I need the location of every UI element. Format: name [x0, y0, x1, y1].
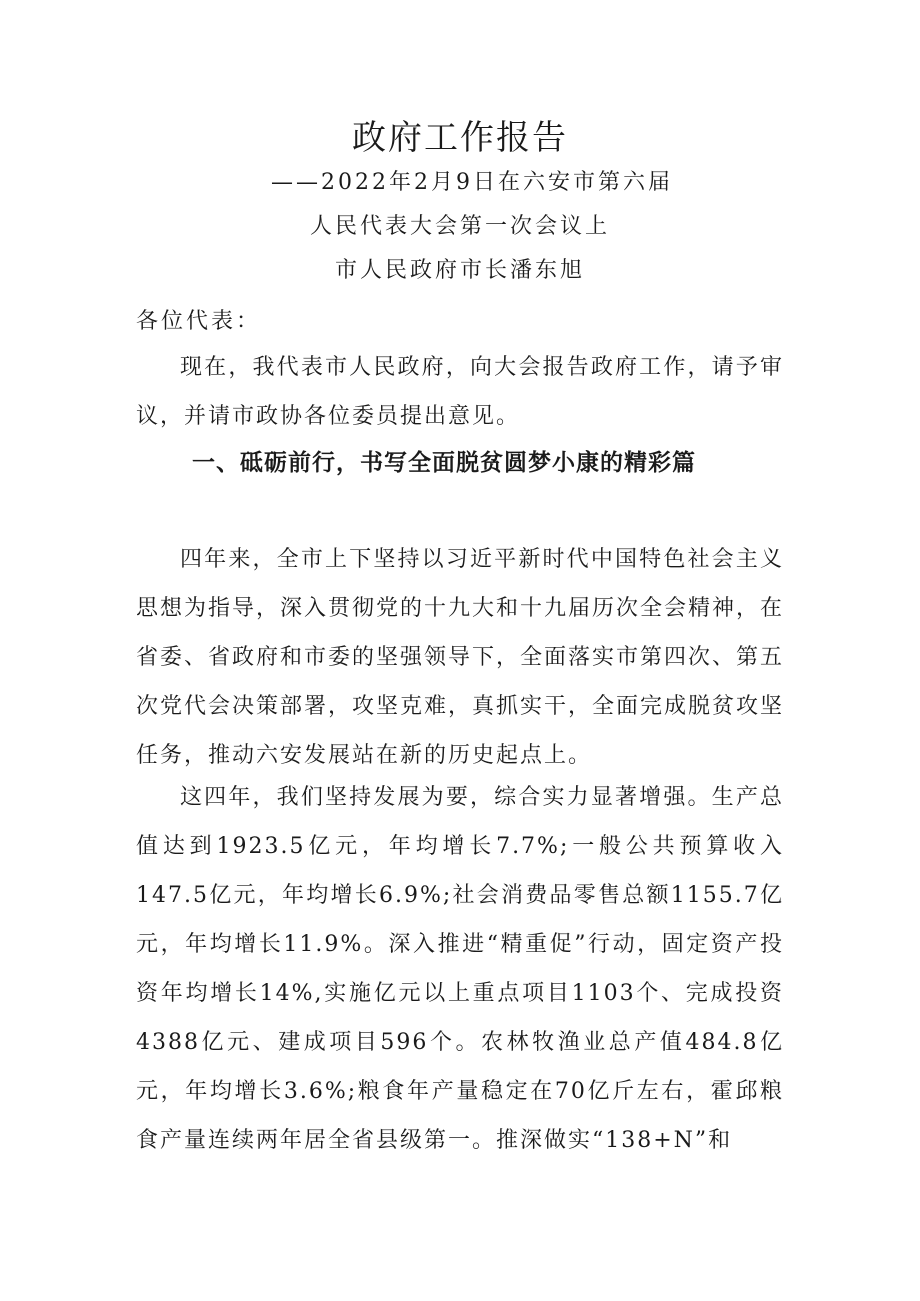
intro-paragraph: 现在，我代表市人民政府，向大会报告政府工作，请予审议，并请市政协各位委员提出意见。 [136, 355, 784, 429]
subtitle-date-line: ——2022年2月9日在六安市第六届 [271, 170, 673, 195]
subtitle-meeting-line: 人民代表大会第一次会议上 [309, 214, 610, 239]
section-heading: 一、砥砺前行，书写全面脱贫圆梦小康的精彩篇 [192, 450, 696, 476]
body-paragraph: 这四年，我们坚持发展为要，综合实力显著增强。生产总值达到1923.5亿元，年均增长7.7%;一般公共预算收入147.5亿元，年均增长6.9%;社会消费品零售总额1155.7亿元，年均增长11.9%。深入推进“精重促”行动，固定资产投资年均增长14%,实施亿元以上重点项目1103个、完成投资4388亿元、建成项目596个。农林牧渔业总产值484.8亿元，年均增长3.6%;粮食年产量稳定在70亿斤左右，霍邱粮食产量连续两年居全省县级第一。推深做实“138+N”和 [136, 785, 784, 1153]
subtitle-speaker-line: 市人民政府市长潘东旭 [334, 258, 585, 283]
document-title: 政府工作报告 [352, 118, 568, 158]
body-paragraph: 四年来，全市上下坚持以习近平新时代中国特色社会主义思想为指导，深入贯彻党的十九大和十九届历次全会精神，在省委、省政府和市委的坚强领导下，全面落实市第四次、第五次党代会决策部署，攻坚克难，真抓实干，全面完成脱贫攻坚任务，推动六安发展站在新的历史起点上。 [136, 547, 785, 768]
salutation: 各位代表： [136, 309, 262, 334]
